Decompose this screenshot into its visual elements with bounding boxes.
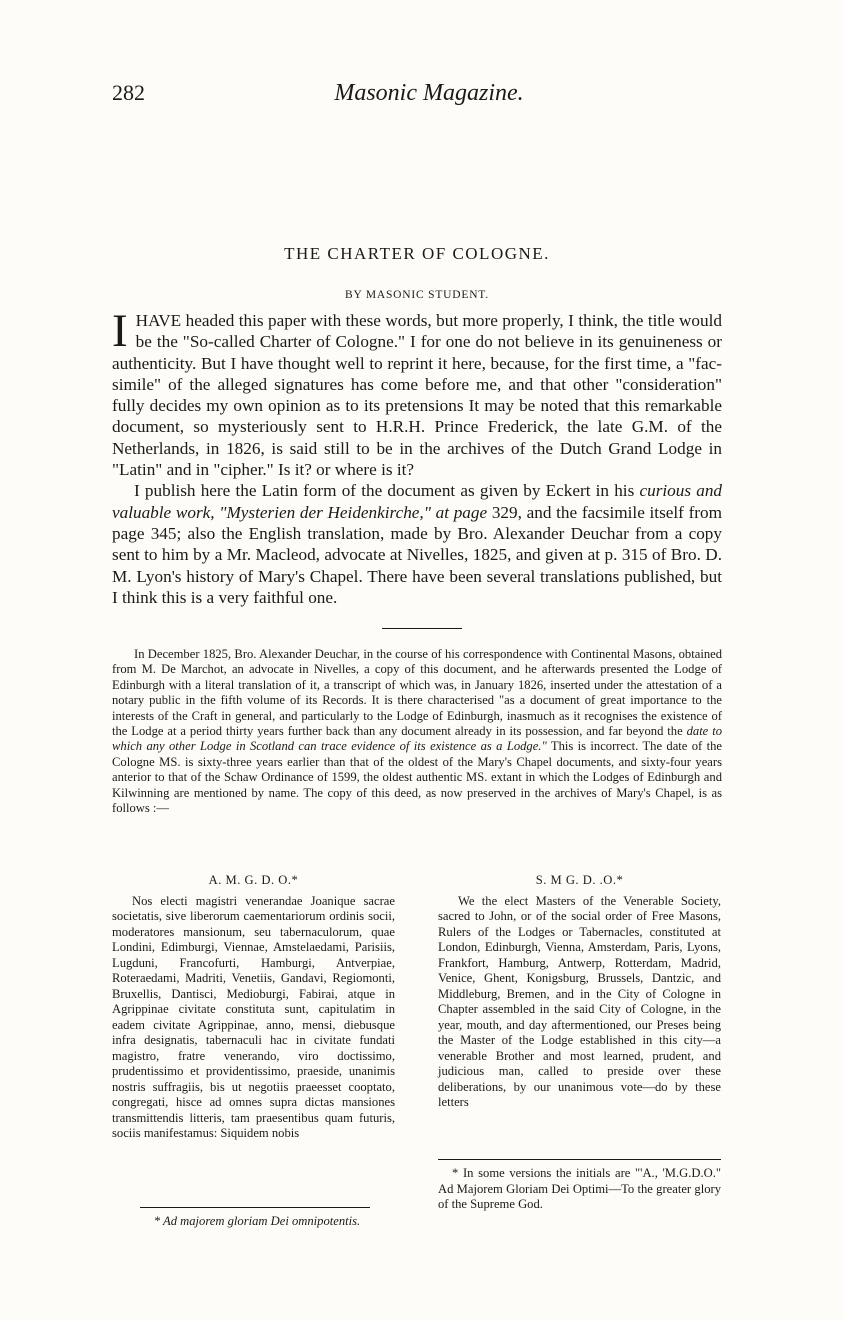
intro-paragraph-2 [112,480,722,608]
note-part-b: This is incorrect. The date of the Cologne MS. is sixty-three years earlier than that of the oldest of the Mary's Chapel documents, and sixty-four years anterior to that of the Schaw Ordinance of 1599, the oldest authentic MS. extant in which the Lodges of Edinburgh and Kilwinning are mentioned by name. The copy of this deed, as now preserved in the archives of Mary's Chapel, is as follows :— [112,739,723,816]
intro-p2-part-a: I publish here the Latin form of the document as given by Eckert in his [134,481,640,501]
editorial-note [112,647,722,816]
latin-footnote: * Ad majorem gloriam Dei omnipotentis. [153,1214,361,1228]
note-part-a: In December 1825, Bro. Alexander Deuchar, in the course of his correspondence with Continental Masons, obtained from M. De Marchot, an advocate in Nivelles, a copy of this document, and he afterwards presented the Lodge of Edinburgh with a literal translation of it, a transcript of which was, in January 1826, inserted under the attestation of a notary public in the fifth volume of its Records. It is there characterised "as a document of great importance to the interests of the Craft in general, and particularly to the Lodge of Edinburgh, inasmuch as it recognises the existence of the Lodge at a period thirty years further back than any document already in its possession, and far beyond the [112,647,722,739]
drop-cap: I [112,305,128,357]
section-divider [382,628,462,629]
intro-text [112,305,722,608]
running-title: Masonic Magazine. [334,80,524,106]
english-text: We the elect Masters of the Venerable Society, sacred to John, or of the social order of Free Masons, Rulers of the Lodges or Tabernacles, constituted at London, Edinburgh, Vienna, Amsterdam, Paris, Lyons, Frankfort, Hamburg, Antwerp, Rotterdam, Madrid, Venice, Ghent, Konigsburg, Brussels, Dantzic, and Middleburg, Bremen, and in the City of Cologne in Chapter assembled in the said City of Cologne, in the year, mouth, and day aftermentioned, our Preses being the Master of the Lodge established in this city—a venerable Brother and most learned, prudent, and judicious man, called to preside over these deliberations, by our unanimous vote—do by these letters [438,893,721,1109]
intro-p2-part-b: 329, and the facsimile itself from page 345; also the English translation, made by Bro. Alexander Deuchar from a copy sent to him by a Mr. Macleod, advocate at Nivelles, 1825, and given at p. 315 of Bro. D. M. Lyon's history of Mary's Chapel. There have been several translations published, but I think this is a very faithful one. [112,502,722,607]
note-italic: date to which any other Lodge in Scotland can trace evidence of its existence as a Lodge." [112,724,722,754]
article-title: THE CHARTER OF COLOGNE. [284,244,550,263]
article-byline: BY MASONIC STUDENT. [345,289,489,301]
latin-column [112,873,395,1142]
page-number: 282 [112,80,145,105]
english-footnote-rule [438,1159,721,1160]
intro-paragraph-1-text: HAVE headed this paper with these words, but more properly, I think, the title would be the "So-called Charter of Cologne." I for one do not believe in its genuineness or authenticity. But I have thought well to reprint it here, because, for the first time, a "fac-simile" of the alleged signatures has come before me, and that other "consideration" fully decides my own opinion as to its pretensions It may be noted that this remarkable document, so mysteriously sent to H.R.H. Prince Frederick, the late G.M. of the Netherlands, in 1826, is said still to be in the archives of the Dutch Grand Lodge in "Latin" and in "cipher." Is it? or where is it? [112,311,722,480]
english-footnote [438,1166,721,1213]
english-footnote-text: * In some versions the initials are "'A., 'M.G.D.O." Ad Majorem Gloriam Dei Optimi—To the greater glory of the Supreme God. [438,1166,721,1211]
editorial-note-paragraph [112,647,722,816]
english-column [438,873,721,1111]
latin-heading: A. M. G. D. O.* [208,873,299,887]
latin-text: Nos electi magistri venerandae Joanique sacrae societatis, sive liberorum caementariorum ordinis socii, moderatores mansionum, seu tabernaculorum, quae Londini, Edimburgi, Viennae, Amstelaedami, Parisiis, Lugduni, Francofurti, Hamburgi, Antverpiae, Roteraedami, Madriti, Venetiis, Gandavi, Regiomonti, Bruxellis, Dantisci, Medioburgi, Fabirai, atque in Agrippinae civitate constituta sunt, capitulatim in eadem civitate Agrippinae, anno, mensi, diebusque infra designatis, tabernaculi hac in civitate fundati magistro, fratre venerando, viro doctissimo, prudentissimo et providentissimo, praeside, unanimis nostris suffragiis, bis ut negotiis praeesset cooptato, congregati, hisce ad omnes supra dictas mansiones transmittendis litteris, tam praesentibus quam futuris, sociis manifestamus: Siquidem nobis [112,893,395,1140]
intro-p2-italic: curious and valuable work, "Mysterien der Heidenkirche," at page [112,481,722,522]
english-heading: S. M G. D. .O.* [535,873,624,887]
intro-paragraph-1 [112,305,722,480]
latin-footnote-rule [140,1207,370,1208]
